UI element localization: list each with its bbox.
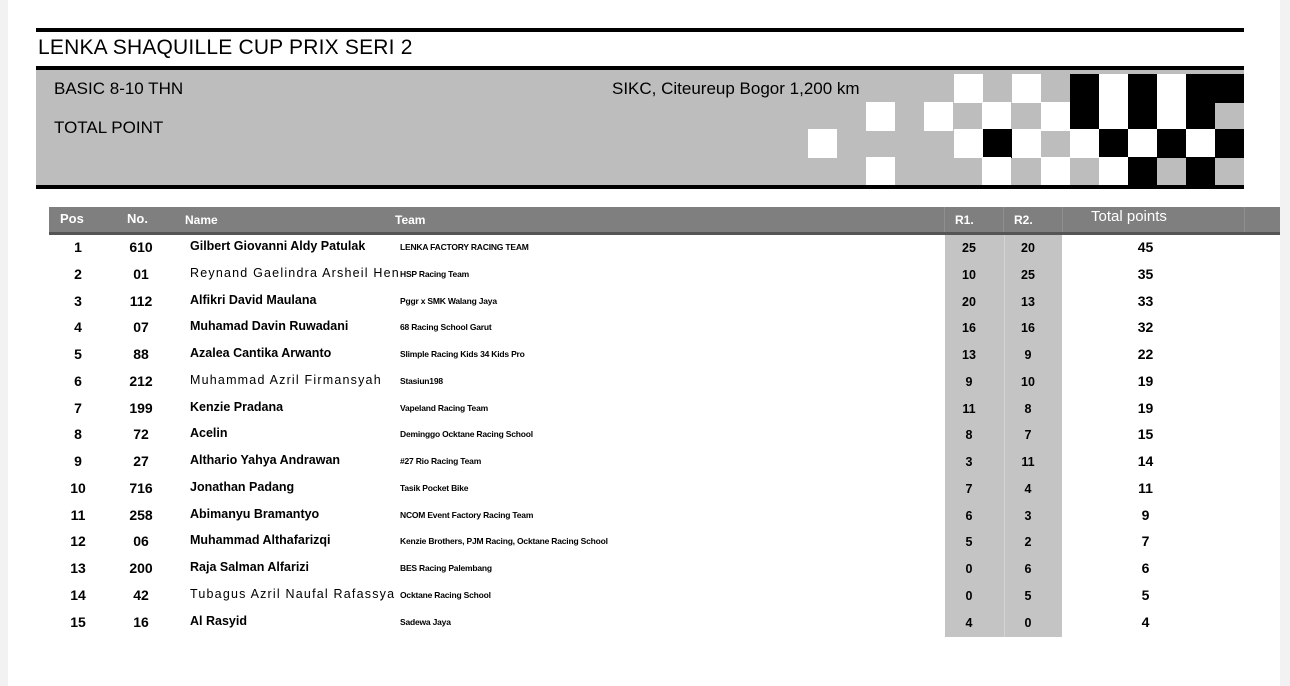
rider-name-cell: Althario Yahya Andrawan: [190, 453, 341, 467]
table-row: [8, 449, 1280, 476]
race2-points-cell: 4: [1024, 481, 1032, 496]
race2-points-cell: 6: [1024, 562, 1032, 576]
col-total: Total points: [1091, 208, 1167, 225]
race-number-cell: 27: [133, 453, 149, 469]
total-points-cell: 45: [1137, 239, 1154, 255]
position-cell: 10: [70, 479, 86, 496]
race2-points-cell: 25: [1021, 267, 1035, 282]
rider-name-cell: Reynand Gaelindra Arsheil Hen: [190, 265, 400, 280]
table-row: [8, 476, 1280, 503]
race-number-cell: 01: [133, 265, 149, 282]
table-row: [8, 583, 1280, 610]
header-divider: [944, 207, 945, 232]
rider-name-cell: Kenzie Pradana: [190, 399, 284, 414]
team-cell: NCOM Event Factory Racing Team: [400, 509, 534, 520]
header-divider: [1244, 207, 1245, 232]
results-page: [8, 0, 1280, 686]
rider-name-cell: Alfikri David Maulana: [190, 292, 317, 307]
race2-points-cell: 20: [1021, 241, 1035, 255]
venue-label: SIKC, Citeureup Bogor 1,200 km: [612, 79, 860, 98]
position-cell: 6: [74, 372, 82, 389]
table-row: [8, 529, 1280, 556]
team-cell: 68 Racing School Garut: [400, 322, 492, 333]
table-row: [8, 289, 1280, 316]
race-number-cell: 72: [133, 426, 149, 443]
race2-points-cell: 5: [1024, 588, 1032, 603]
race-number-cell: 610: [129, 239, 153, 255]
team-cell: Slimple Racing Kids 34 Kids Pro: [400, 349, 525, 359]
rider-name-cell: Gilbert Giovanni Aldy Patulak: [190, 239, 366, 253]
table-row: [8, 503, 1280, 530]
rider-name-cell: Al Rasyid: [190, 613, 247, 628]
team-cell: Ocktane Racing School: [400, 589, 491, 600]
total-points-cell: 4: [1141, 613, 1150, 630]
race1-points-cell: 0: [965, 562, 973, 576]
table-row: [8, 556, 1280, 583]
race2-points-cell: 7: [1024, 428, 1032, 443]
position-cell: 5: [74, 346, 82, 362]
total-points-cell: 15: [1137, 426, 1154, 443]
team-cell: Sadewa Jaya: [400, 616, 451, 627]
total-points-cell: 9: [1141, 506, 1150, 523]
header-divider: [1062, 207, 1063, 232]
position-cell: 1: [74, 239, 82, 255]
race-number-cell: 06: [133, 533, 149, 550]
col-name: Name: [185, 213, 218, 227]
team-cell: Deminggo Ocktane Racing School: [400, 429, 533, 440]
race2-points-cell: 11: [1021, 455, 1035, 469]
race1-points-cell: 7: [965, 481, 973, 496]
team-cell: BES Racing Palembang: [400, 563, 492, 573]
position-cell: 2: [74, 265, 82, 282]
event-title: LENKA SHAQUILLE CUP PRIX SERI 2: [38, 36, 413, 59]
race2-points-cell: 8: [1024, 401, 1032, 416]
total-points-cell: 7: [1141, 533, 1150, 550]
race1-points-cell: 6: [965, 508, 973, 523]
team-cell: Vapeland Racing Team: [400, 402, 488, 413]
col-pos: Pos: [60, 211, 84, 226]
position-cell: 3: [74, 292, 82, 309]
race-number-cell: 07: [133, 319, 149, 336]
position-cell: 15: [70, 613, 86, 630]
race1-points-cell: 10: [962, 267, 976, 282]
position-cell: 9: [74, 453, 82, 469]
race-number-cell: 199: [129, 399, 153, 416]
table-row: [8, 369, 1280, 396]
total-points-cell: 14: [1137, 453, 1154, 469]
total-points-cell: 32: [1137, 319, 1154, 336]
team-cell: #27 Rio Racing Team: [400, 456, 482, 466]
total-points-cell: 19: [1137, 399, 1154, 416]
race2-points-cell: 3: [1024, 508, 1032, 523]
standings-label: TOTAL POINT: [54, 118, 164, 137]
race-number-cell: 16: [133, 613, 149, 630]
rider-name-cell: Muhammad Azril Firmansyah: [190, 372, 382, 387]
race2-points-cell: 13: [1021, 294, 1035, 309]
category-label: BASIC 8-10 THN: [54, 79, 184, 98]
race1-points-cell: 20: [962, 294, 976, 309]
top-rule: [36, 28, 1244, 32]
total-points-cell: 5: [1141, 586, 1150, 603]
table-row: [8, 610, 1280, 637]
total-points-cell: 6: [1141, 560, 1150, 576]
header-divider: [1003, 207, 1004, 232]
band-bottom-rule: [36, 185, 1244, 189]
total-points-cell: 19: [1137, 372, 1154, 389]
race1-points-cell: 11: [962, 401, 976, 416]
race1-points-cell: 0: [965, 588, 973, 603]
race1-points-cell: 25: [962, 241, 976, 255]
rider-name-cell: Muhamad Davin Ruwadani: [190, 319, 349, 334]
position-cell: 11: [70, 506, 86, 523]
race1-points-cell: 8: [965, 428, 973, 443]
team-cell: Stasiun198: [400, 375, 443, 386]
rider-name-cell: Abimanyu Bramantyo: [190, 506, 320, 521]
position-cell: 4: [74, 319, 82, 336]
team-cell: Kenzie Brothers, PJM Racing, Ocktane Racing School: [400, 536, 608, 547]
table-row: [8, 262, 1280, 289]
race1-points-cell: 4: [965, 615, 973, 630]
col-r1: R1.: [955, 213, 974, 227]
category-band: [36, 70, 1244, 185]
team-cell: LENKA FACTORY RACING TEAM: [400, 242, 529, 252]
table-row: [8, 315, 1280, 342]
team-cell: Pggr x SMK Walang Jaya: [400, 295, 497, 306]
race2-points-cell: 0: [1024, 615, 1032, 630]
race-number-cell: 200: [129, 560, 153, 576]
position-cell: 7: [74, 399, 82, 416]
table-row: [8, 422, 1280, 449]
race1-points-cell: 9: [965, 374, 973, 389]
table-header: [49, 207, 1280, 232]
total-points-cell: 35: [1137, 265, 1154, 282]
position-cell: 12: [70, 533, 86, 550]
table-row: [8, 235, 1280, 262]
rider-name-cell: Acelin: [190, 426, 228, 441]
position-cell: 8: [74, 426, 82, 443]
race1-points-cell: 5: [965, 535, 973, 550]
race2-points-cell: 9: [1024, 348, 1032, 362]
table-row: [8, 396, 1280, 423]
race-number-cell: 88: [133, 346, 149, 362]
position-cell: 13: [70, 560, 86, 576]
race-number-cell: 716: [129, 479, 153, 496]
total-points-cell: 11: [1138, 479, 1153, 496]
race2-points-cell: 16: [1021, 321, 1035, 336]
race-number-cell: 212: [129, 372, 153, 389]
race1-points-cell: 16: [962, 321, 976, 336]
race1-points-cell: 3: [965, 455, 973, 469]
rider-name-cell: Jonathan Padang: [190, 479, 295, 494]
race2-points-cell: 2: [1024, 535, 1032, 550]
rider-name-cell: Raja Salman Alfarizi: [190, 560, 310, 574]
table-row: [8, 342, 1280, 369]
position-cell: 14: [70, 586, 86, 603]
total-points-cell: 33: [1137, 292, 1154, 309]
rider-name-cell: Muhammad Althafarizqi: [190, 533, 331, 548]
col-r2: R2.: [1014, 213, 1033, 227]
col-team: Team: [395, 213, 426, 227]
team-cell: Tasik Pocket Bike: [400, 482, 469, 493]
race1-points-cell: 13: [962, 348, 976, 362]
race-number-cell: 42: [133, 586, 149, 603]
race-number-cell: 112: [129, 292, 153, 309]
rider-name-cell: Tubagus Azril Naufal Rafassya: [190, 586, 396, 601]
rider-name-cell: Azalea Cantika Arwanto: [190, 346, 332, 360]
team-cell: HSP Racing Team: [400, 268, 469, 279]
race2-points-cell: 10: [1021, 374, 1035, 389]
race-number-cell: 258: [129, 506, 153, 523]
total-points-cell: 22: [1137, 346, 1154, 362]
col-no: No.: [127, 211, 148, 226]
